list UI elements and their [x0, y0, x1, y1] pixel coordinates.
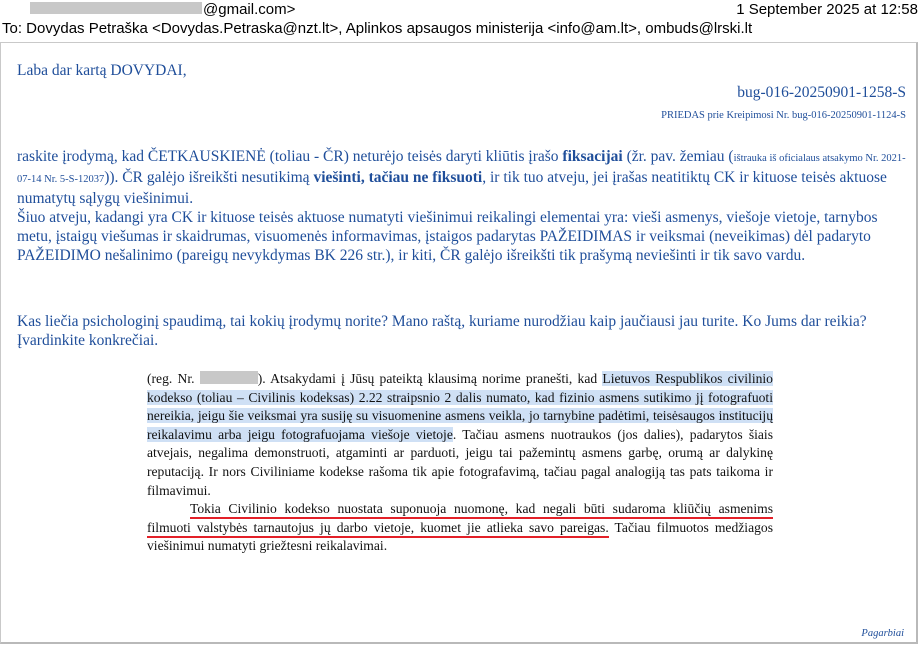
source-note: ištrauka iš oficialaus atsakymo Nr. 2021-07-14 Nr. 5-S-12037 — [17, 153, 906, 185]
emphasis-viesinti: viešinti, tačiau ne fiksuoti — [313, 169, 483, 186]
email-from-row — [0, 0, 920, 18]
underlined-statement: Tokia Civilinio kodekso nuostata suponuoja nuomonę, kad negali būti sudaroma kliūčių asmenims filmuoti valstybės tarnautojus jų darbo vietoje, kuomet jie atlieka savo pareigas. — [147, 501, 773, 538]
redacted-reg-number — [200, 371, 258, 384]
text: , ir tik tuo atveju, jei įrašas neatitiktų CK ir kituose teisės aktuose numatytų sąlygų viešinimui. — [17, 169, 887, 207]
quoted-document-excerpt — [147, 370, 773, 556]
recipients-line[interactable]: To: Dovydas Petraška <Dovydas.Petraska@nzt.lt>, Aplinkos apsaugos ministerija <info@am.lt>, ombuds@lrski.lt — [2, 20, 753, 37]
body-paragraph-1 — [17, 147, 907, 265]
text: (reg. Nr. — [147, 371, 200, 386]
text: Tačiau filmuotos medžiagos viešinimui numatyti griežtesni reikalavimai. — [147, 519, 773, 554]
reference-number: bug-016-20250901-1258-S — [737, 84, 906, 101]
greeting: Laba dar kartą DOVYDAI, — [17, 62, 187, 79]
redacted-sender-name — [30, 2, 202, 14]
text: . Tačiau asmens nuotraukos (jos dalies), padarytos šiais atvejais, negalima demonstruoti, atgaminti ar parduoti, jeigu tai pažemintų asmens garbę, orumą ar dalykinę reputaciją. Ir nors Civiliniame kodekse rašoma tik apie fotografavimą, tačiau pagal analogiją tas pats taikoma ir filmavimui. — [147, 426, 774, 498]
closing-pagarbiai: Pagarbiai — [861, 628, 904, 639]
email-to-row — [0, 18, 920, 40]
emphasis-fiksacijai: fiksacijai — [562, 148, 623, 165]
text: )). ČR galėjo išreikšti nesutikimą — [104, 169, 314, 186]
sender-email-domain[interactable]: @gmail.com> — [203, 1, 296, 18]
text: raskite įrodymą, kad ČETKAUSKIENĖ (toliau - ČR) neturėjo teisės daryti kliūtis įrašo — [17, 148, 563, 165]
text: ). Atsakydami į Jūsų pateiktą klausimą norime pranešti, kad — [257, 371, 603, 386]
highlighted-law-text: Lietuvos Respublikos civilinio kodekso (toliau – Civilinis kodeksas) 2.22 straipsnio 2 dalis numato, kad fizinio asmens sutikimo jį fotografuoti nereikia, jeigu šie veiksmai yra susiję su visuomenine asmens veikla, jo tarnybine padėtimi, teisėsaugos institucijų reikalavimu arba jeigu fotografuojama viešoje vietoje — [147, 371, 773, 442]
excerpt-paragraph-1 — [147, 370, 773, 500]
body-paragraph-1b: Šiuo atveju, kadangi yra CK ir kituose teisės aktuose numatyti viešinimui reikalingi elementai yra: vieši asmenys, viešoje vietoje, tarnybos metu, įstaigų viešumas ir skaidrumas, visuomenės informavimas, įstaigos padarytas PAŽEIDIMAS ir veiksmai (neveikimas) dėl padaryto PAŽEIDIMO nešalinimo (pareigų nevykdymas BK 226 str.), ir kiti, ČR galėjo išreikšti tik prašymą neviešinti ir tik savo vardu. — [17, 209, 878, 264]
attachment-reference: PRIEDAS prie Kreipimosi Nr. bug-016-20250901-1124-S — [661, 110, 906, 121]
text: (žr. pav. žemiau ( — [622, 148, 734, 165]
body-paragraph-2: Kas liečia psichologinį spaudimą, tai kokių įrodymų norite? Mano raštą, kuriame nurodžiau kaip jaučiausi jau turite. Ko Jums dar reikia? Įvardinkite konkrečiai. — [17, 313, 867, 349]
excerpt-paragraph-2 — [147, 500, 773, 556]
email-date: 1 September 2025 at 12:58 — [736, 1, 918, 18]
